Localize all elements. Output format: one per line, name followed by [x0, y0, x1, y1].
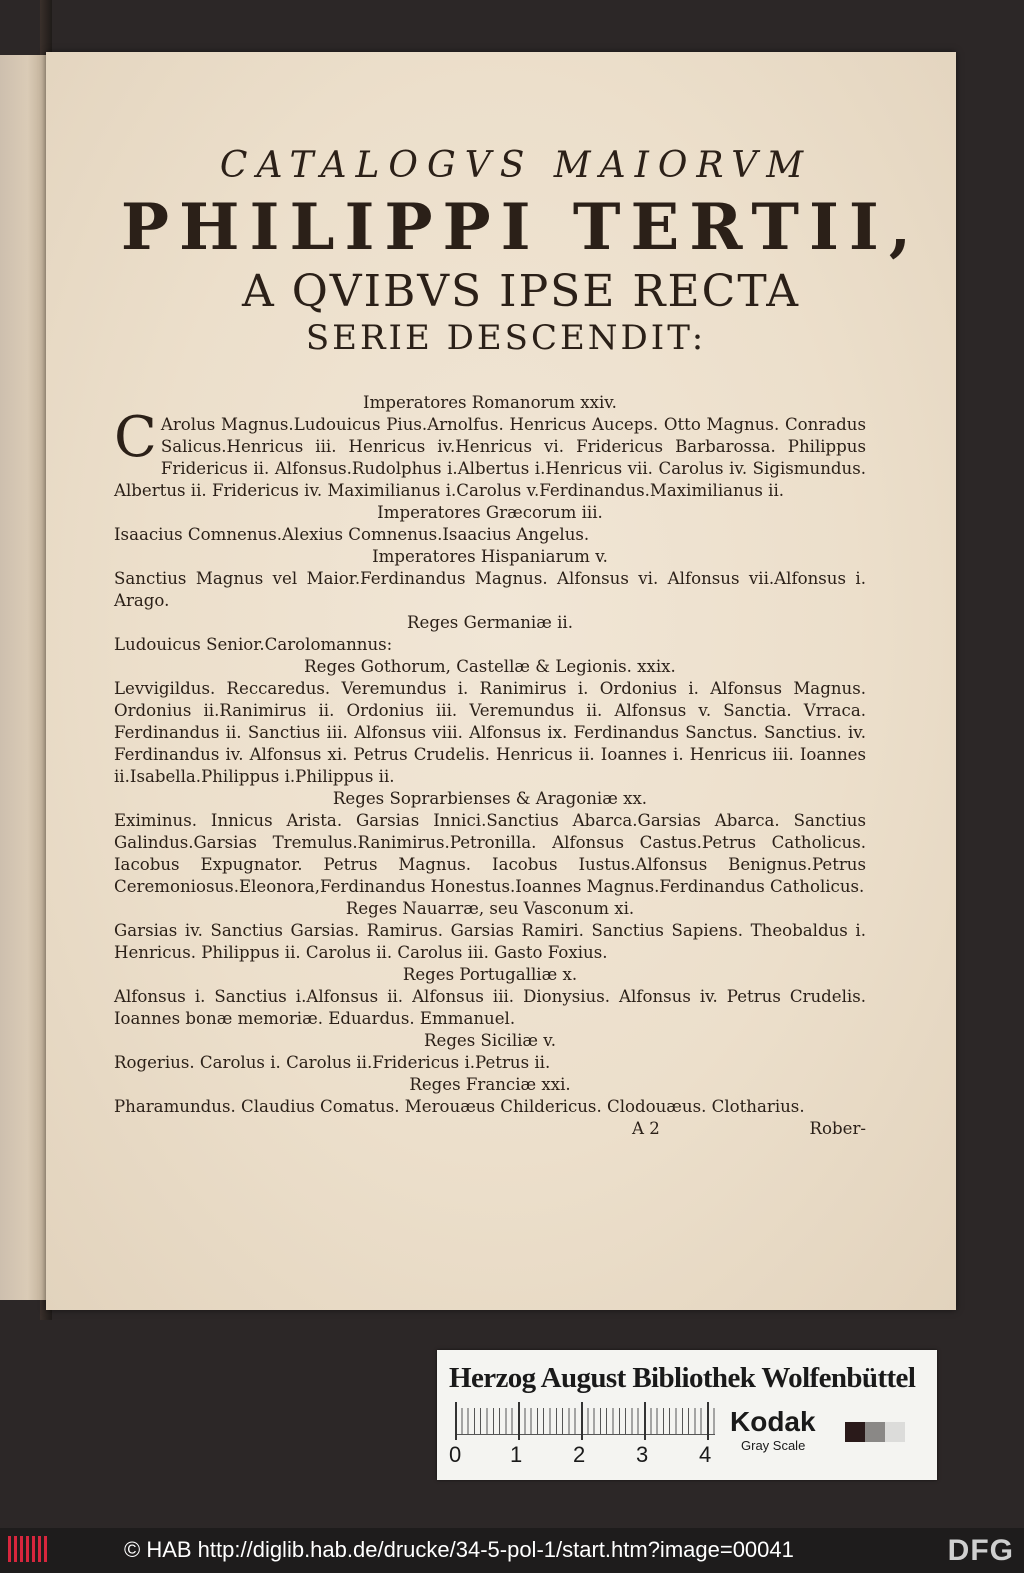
section-heading: Imperatores Romanorum xxiv.	[363, 393, 617, 412]
title-line-2: PHILIPPI TERTII,	[120, 190, 922, 265]
section-text: Alfonsus i. Sanctius i.Alfonsus ii. Alfonsus iii. Dionysius. Alfonsus iv. Petrus Crudelis. Ioannes bonæ memoriæ. Eduardus. Emmanuel.	[114, 987, 866, 1028]
section-heading: Reges Portugalliæ x.	[402, 965, 578, 984]
section-heading: Reges Germaniæ ii.	[407, 613, 573, 632]
library-name: Herzog August Bibliothek Wolfenbüttel	[449, 1362, 916, 1394]
section-text: Garsias iv. Sanctius Garsias. Ramirus. Garsias Ramiri. Sanctius Sapiens. Theobaldus i. Henricus. Philippus ii. Carolus ii. Carolus iii. Gasto Foxius.	[114, 921, 866, 962]
section-heading: Reges Gothorum, Castellæ & Legionis. xxix.	[304, 657, 676, 676]
title-line-4: SERIE DESCENDIT:	[305, 318, 707, 358]
gray-scale-label: Gray Scale	[741, 1438, 806, 1453]
signature-mark: A 2	[632, 1119, 660, 1138]
drop-cap: C	[114, 405, 157, 470]
ruler-number: 4	[699, 1442, 712, 1467]
color-calibration-card	[437, 1350, 937, 1480]
section-heading: Reges Franciæ xxi.	[409, 1075, 571, 1094]
section-heading: Reges Siciliæ v.	[424, 1031, 556, 1050]
page-footer	[114, 1118, 866, 1142]
section-text: Ludouicus Senior.Carolomannus:	[114, 635, 393, 654]
ruler-number: 1	[510, 1442, 523, 1467]
section-text: Levvigildus. Reccaredus. Veremundus i. Ranimirus i. Ordonius i. Alfonsus Magnus. Ordonius ii.Ranimirus ii. Ordonius iii. Veremundus ii. Alfonsus v. Sanctia. Vrraca. Ferdinandus ii. Sanctius iii. Alfonsus viii. Alfonsus ix. Ferdinandus Sanctus. Sanctius. iv. Ferdinandus iv. Alfonsus xi. Petrus Crudelis. Henricus ii. Ioannes i. Henricus iii. Ioannes ii.Isabella.Philippus i.Philippus ii.	[114, 679, 866, 786]
kodak-logo: Kodak	[730, 1406, 816, 1437]
ruler-number: 2	[573, 1442, 586, 1467]
catalog-body	[114, 392, 866, 1142]
document-page	[46, 52, 956, 1310]
gray-swatch-mid	[865, 1422, 885, 1442]
ruler-number: 3	[636, 1442, 649, 1467]
hab-logo-icon	[8, 1536, 48, 1562]
section-text	[114, 405, 866, 502]
section-heading: Imperatores Hispaniarum v.	[372, 547, 608, 566]
title-block	[46, 142, 956, 358]
section-text: Rogerius. Carolus i. Carolus ii.Fridericus i.Petrus ii.	[114, 1053, 551, 1072]
footer-bar	[0, 1528, 1024, 1573]
section-text: Isaacius Comnenus.Alexius Comnenus.Isaacius Angelus.	[114, 525, 590, 544]
section-text-body: Arolus Magnus.Ludouicus Pius.Arnolfus. Henricus Auceps. Otto Magnus. Conradus Salicus.Henricus iii. Henricus iv.Henricus vi. Fridericus Barbarossa. Philippus Fridericus ii. Alfonsus.Rudolphus i.Albertus i.Henricus vii. Carolus iv. Sigismundus. Albertus ii. Fridericus iv. Maximilianus i.Carolus v.Ferdinandus.Maximilianus ii.	[114, 415, 866, 500]
section-heading: Reges Nauarræ, seu Vasconum xi.	[345, 899, 635, 918]
catchword: Rober-	[809, 1119, 866, 1138]
title-line-1: CATALOGVS MAIORVM	[219, 145, 813, 186]
title-line-3: A QVIBVS IPSE RECTA	[241, 266, 801, 317]
ruler-number: 0	[449, 1442, 462, 1467]
left-page-edge	[0, 55, 46, 1300]
gray-swatch-light	[885, 1422, 905, 1442]
ruler-major-ticks	[455, 1402, 717, 1440]
source-url[interactable]: © HAB http://diglib.hab.de/drucke/34-5-pol-1/start.htm?image=00041	[124, 1537, 794, 1562]
section-heading: Reges Soprarbienses & Aragoniæ xx.	[332, 789, 648, 808]
section-text: Eximinus. Innicus Arista. Garsias Innici.Sanctius Abarca.Garsias Abarca. Sanctius Galindus.Garsias Tremulus.Ranimirus.Petronilla. Alfonsus Castus.Petrus Catholicus. Iacobus Expugnator. Petrus Magnus. Iacobus Iustus.Alfonsus Benignus.Petrus Ceremoniosus.Eleonora,Ferdinandus Honestus.Ioannes Magnus.Ferdinandus Catholicus.	[114, 811, 866, 896]
section-text: Sanctius Magnus vel Maior.Ferdinandus Magnus. Alfonsus vi. Alfonsus vii.Alfonsus i. Arago.	[114, 569, 866, 610]
section-heading: Imperatores Græcorum iii.	[377, 503, 603, 522]
dfg-logo: DFG	[947, 1534, 1014, 1567]
section-text: Pharamundus. Claudius Comatus. Merouæus Childericus. Clodouæus. Clotharius.	[114, 1097, 805, 1116]
gray-swatch-dark	[845, 1422, 865, 1442]
